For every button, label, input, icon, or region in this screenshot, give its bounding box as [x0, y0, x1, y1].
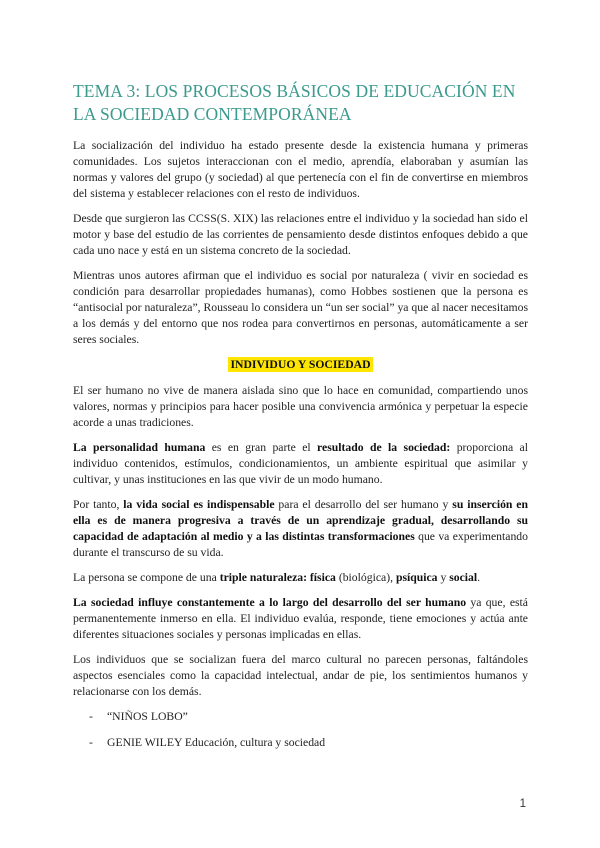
page-title: TEMA 3: LOS PROCESOS BÁSICOS DE EDUCACIÓN EN LA SOCIEDAD CONTEMPORÁNEA [73, 81, 516, 124]
section-heading [73, 357, 528, 373]
text-run: es en gran parte el [205, 441, 318, 454]
examples-list [73, 709, 528, 751]
section-heading-text: INDIVIDUO Y SOCIEDAD [230, 358, 371, 371]
paragraph-socializacion: La socialización del individuo ha estado presente desde la existencia humana y primeras comunidades. Los sujetos interaccionan con el medio, aprendía, elaboraban y asumían las normas y valores del grupo (y sociedad) al que pertenecía con el fin de convertirse en miembros del sistema y establecer relaciones con el resto de individuos. [73, 139, 528, 200]
list-item [73, 709, 528, 725]
bold-text: social [449, 571, 478, 584]
bold-text: la vida social es indispensable [123, 498, 275, 511]
text-run: que va experimentando durante el transcurso de su vida. [73, 530, 528, 559]
paragraph-personalidad [73, 440, 528, 488]
bold-text: La personalidad humana [73, 441, 206, 454]
text-run: Por tanto, [73, 498, 124, 511]
text-run: La persona se compone de una [73, 571, 220, 584]
page-number: 1 [519, 798, 526, 810]
bold-text: triple naturaleza: física [219, 571, 336, 584]
bold-text: psíquica [395, 571, 438, 584]
list-item [73, 735, 528, 751]
page-content [73, 80, 528, 761]
text-run: (biológica), [335, 571, 396, 584]
bold-text: resultado de la sociedad: [317, 441, 451, 454]
text-run: ya que, está permanentemente inmerso en ella. El individuo evalúa, responde, tiene emociones y actúa ante diferentes situaciones sociales y personas implicadas en ellas. [73, 596, 528, 641]
text-run: y [437, 571, 450, 584]
paragraph-triple-naturaleza [73, 570, 528, 586]
list-item-text: GENIE WILEY Educación, cultura y sociedad [107, 736, 326, 749]
paragraph-sociedad-influye [73, 595, 528, 643]
text-run: proporciona al individuo contenidos, estímulos, condicionamientos, un ambiente espiritual que asimilar y cultivar, y unas instituciones en las que vivir de un modo humano. [73, 441, 528, 486]
paragraph-autores: Mientras unos autores afirman que el individuo es social por naturaleza ( vivir en sociedad es condición para desarrollar propiedades humanas), como Hobbes sostienen que la persona es “antisocial por naturaleza”, Rousseau lo considera un “un ser social” ya que al nacer necesitamos a los demás y del entorno que nos rodea para convertirnos en personas, automáticamente a ser seres sociales. [73, 269, 528, 346]
text-run: . [477, 571, 481, 584]
paragraph-ccss: Desde que surgieron las CCSS(S. XIX) las relaciones entre el individuo y la sociedad han sido el motor y base del estudio de las corrientes de pensamiento desde distintos enfoques debido a que cada uno nace y está en un sistema concreto de la sociedad. [73, 212, 528, 257]
paragraph-marco-cultural: Los individuos que se socializan fuera del marco cultural no parecen personas, faltándoles aspectos esenciales como la capacidad intelectual, andar de pie, los sentimientos humanos y relacionarse con los demás. [73, 653, 528, 698]
text-run: para el desarrollo del ser humano y [274, 498, 453, 511]
dash-bullet: - [89, 710, 93, 723]
paragraph-vida-social [73, 497, 528, 561]
paragraph-ser-humano: El ser humano no vive de manera aislada sino que lo hace en comunidad, compartiendo unos valores, normas y principios para hacer posible una convivencia armónica y perpetuar la especie acorde a unas tradiciones. [73, 384, 528, 429]
dash-bullet: - [89, 736, 93, 749]
bold-text: su inserción en ella es de manera progresiva a través de un aprendizaje gradual, desarrollando su capacidad de adaptación al medio y a las distintas transformaciones [73, 498, 528, 543]
list-item-text: “NIÑOS LOBO” [107, 710, 188, 723]
bold-text: La sociedad influye constantemente a lo largo del desarrollo del ser humano [73, 596, 467, 609]
